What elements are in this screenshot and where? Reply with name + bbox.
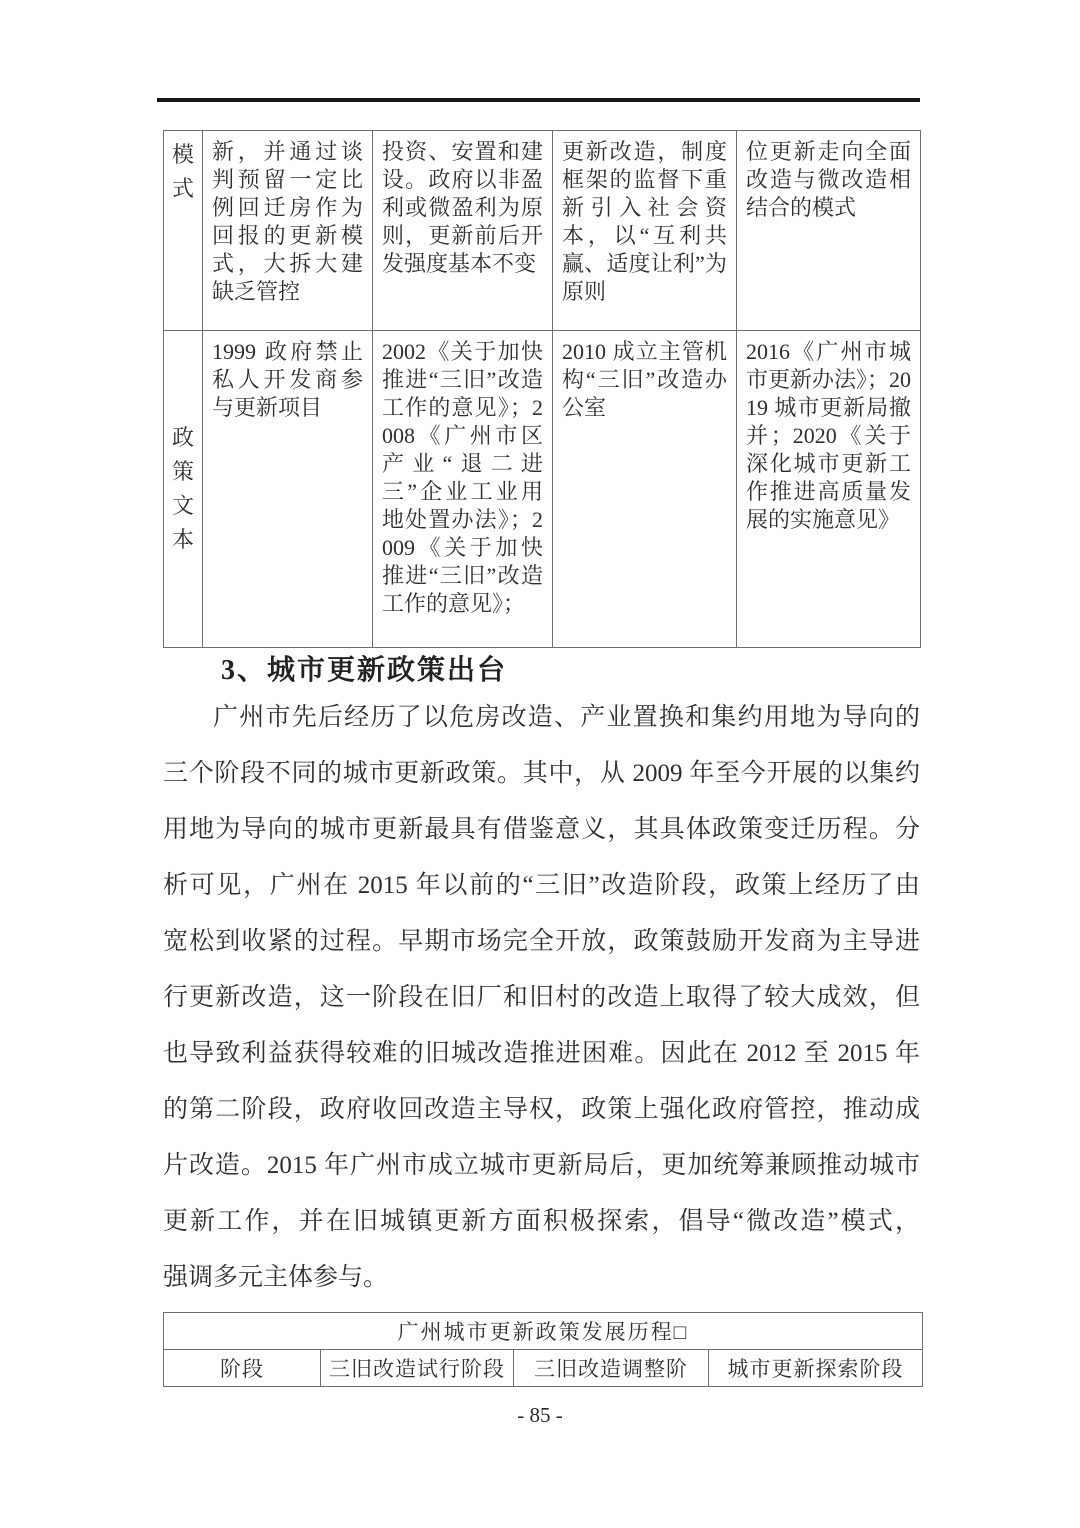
table-cell: 1999 政府禁止私人开发商参与更新项目 <box>203 331 373 648</box>
paragraph-line: 宽松到收紧的过程。早期市场完全开放，政策鼓励开发商为主导进 <box>163 928 920 955</box>
column-header: 城市更新探索阶段 <box>709 1350 923 1387</box>
paragraph-line: 三个阶段不同的城市更新政策。其中，从 2009 年至今开展的以集约 <box>163 760 920 787</box>
table-cell: 2002《关于加快推进“三旧”改造工作的意见》；2008《广州市区产业“退二进三”企业工业用地处置办法》；2009《关于加快推进“三旧”改造工作的意见》； <box>373 331 553 648</box>
table-cell: 新，并通过谈判预留一定比例回迁房作为回报的更新模式，大拆大建缺乏管控 <box>203 131 373 331</box>
paragraph-line: 用地为导向的城市更新最具有借鉴意义，其具体政策变迁历程。分 <box>163 816 920 843</box>
paragraph-line: 析可见，广州在 2015 年以前的“三旧”改造阶段，政策上经历了由 <box>163 872 920 899</box>
paragraph-line: 强调多元主体参与。 <box>163 1264 389 1291</box>
column-header: 三旧改造调整阶 <box>514 1350 709 1387</box>
row-header-mode: 模式 <box>164 131 203 331</box>
paragraph-line: 更新工作，并在旧城镇更新方面积极探索，倡导“微改造”模式， <box>163 1208 920 1235</box>
header-rule <box>157 98 920 102</box>
table-cell: 更新改造，制度框架的监督下重新引入社会资本，以“互利共赢、适度让利”为原则 <box>553 131 737 331</box>
column-header: 三旧改造试行阶段 <box>321 1350 514 1387</box>
table-title-row <box>164 1313 923 1350</box>
table-row <box>164 131 921 331</box>
section-heading: 3、城市更新政策出台 <box>221 655 508 686</box>
table-cell: 2016《广州市城市更新办法》；2019 城市更新局撤并；2020《关于深化城市更新工作推进高质量发展的实施意见》 <box>737 331 921 648</box>
row-header-policy-text: 政策文本 <box>164 331 203 648</box>
table-row <box>164 331 921 648</box>
paragraph-line: 的第二阶段，政府收回改造主导权，政策上强化政府管控，推动成 <box>163 1096 920 1123</box>
column-header: 阶段 <box>164 1350 321 1387</box>
table-cell: 投资、安置和建设。政府以非盈利或微盈利为原则，更新前后开发强度基本不变 <box>373 131 553 331</box>
paragraph-line: 也导致利益获得较难的旧城改造推进困难。因此在 2012 至 2015 年 <box>163 1040 920 1067</box>
table-cell: 2010 成立主管机构“三旧”改造办公室 <box>553 331 737 648</box>
paragraph-line: 片改造。2015 年广州市成立城市更新局后，更加统筹兼顾推动城市 <box>163 1152 920 1179</box>
page-number: - 85 - <box>517 1403 563 1427</box>
body-paragraph <box>163 690 920 1306</box>
paragraph-line: 行更新改造，这一阶段在旧厂和旧村的改造上取得了较大成效，但 <box>163 984 920 1011</box>
table-title: 广州城市更新政策发展历程□ <box>164 1313 923 1350</box>
table-cell: 位更新走向全面改造与微改造相结合的模式 <box>737 131 921 331</box>
table-header-row <box>164 1350 923 1387</box>
paragraph-line: 广州市先后经历了以危房改造、产业置换和集约用地为导向的 <box>213 704 920 731</box>
policy-comparison-table <box>163 130 921 648</box>
development-history-table <box>163 1312 923 1387</box>
